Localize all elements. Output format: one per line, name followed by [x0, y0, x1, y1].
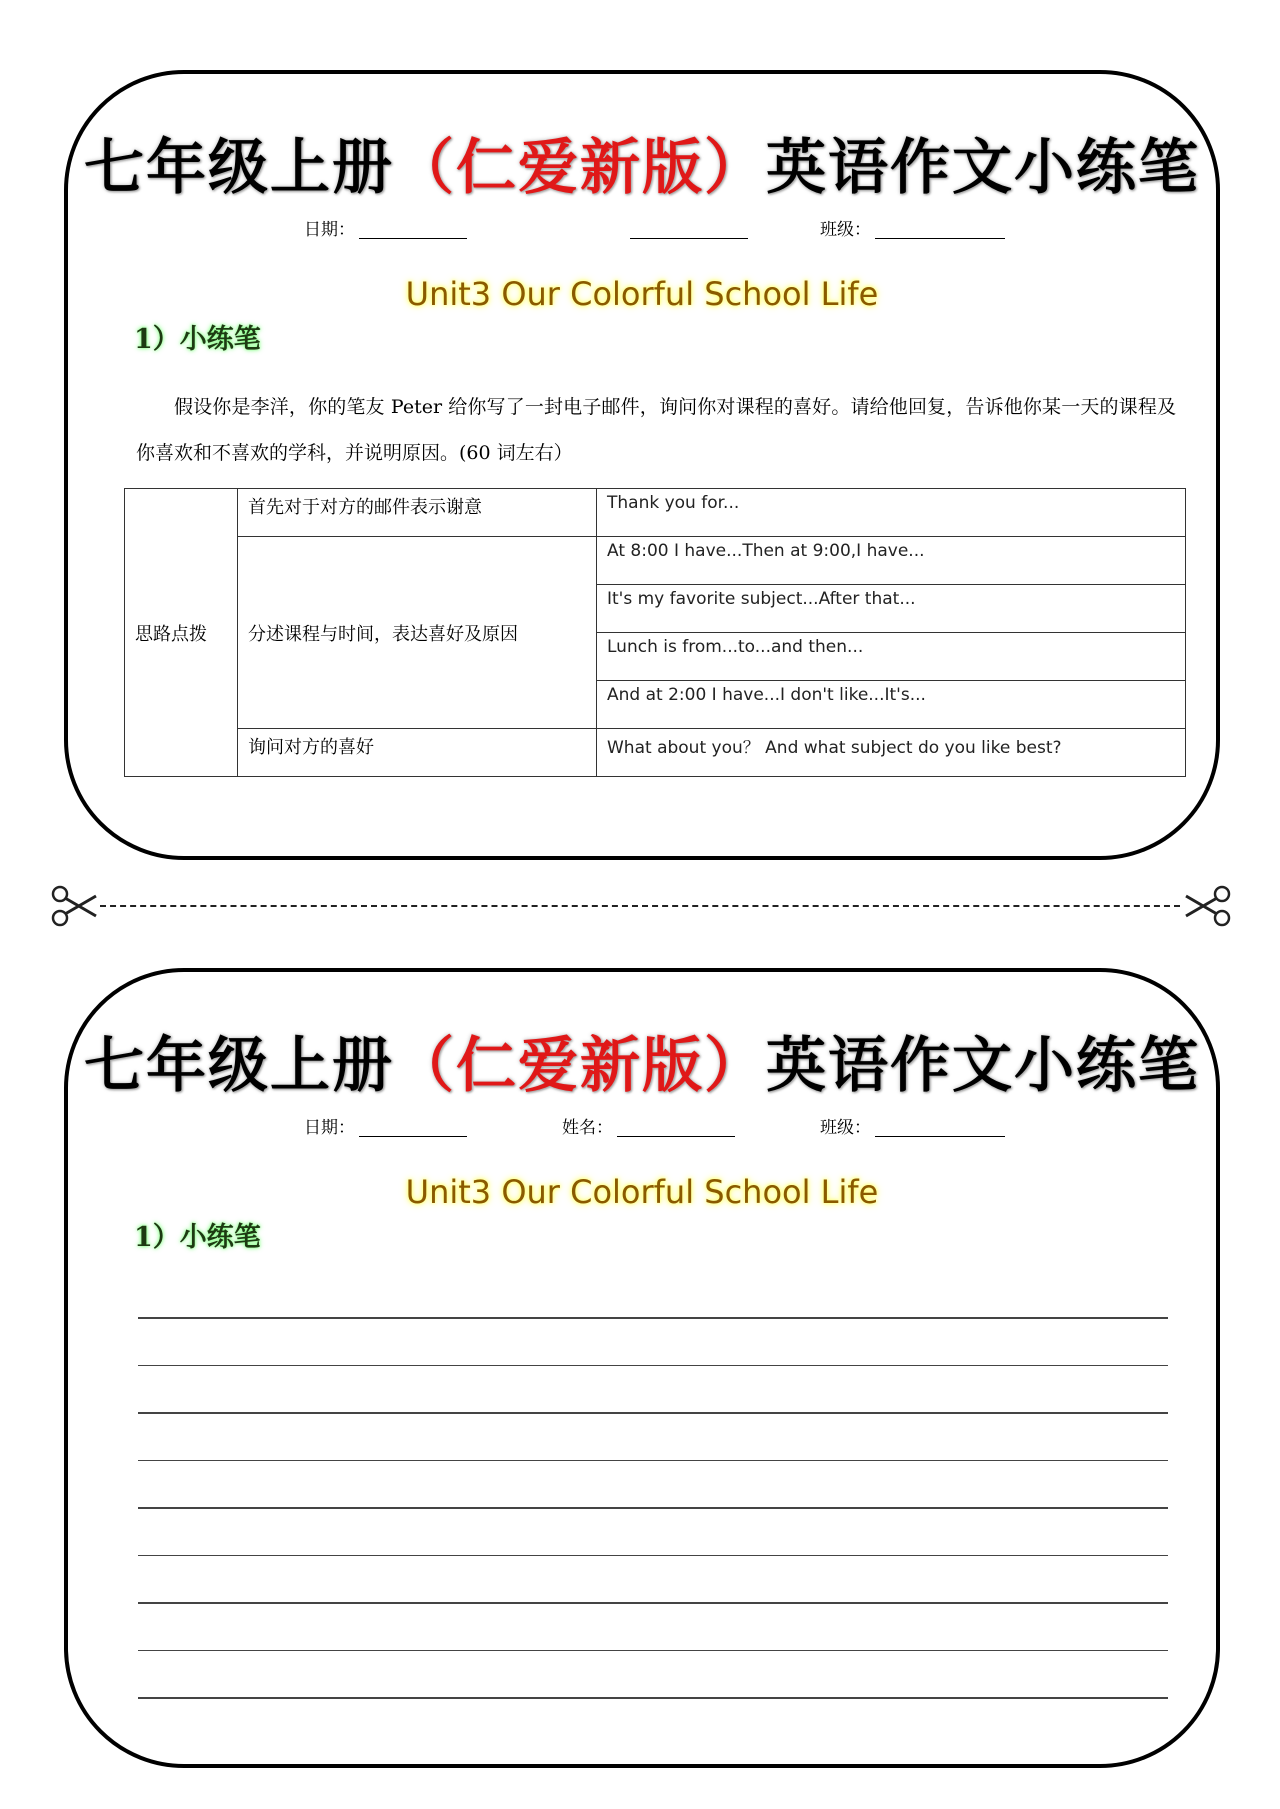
- title-text-post: 英语作文小练笔: [766, 133, 1200, 203]
- name-field[interactable]: [562, 1116, 735, 1140]
- date-field[interactable]: [304, 218, 467, 242]
- card-title: [68, 1026, 1216, 1106]
- cut-line: [100, 905, 1180, 907]
- table-row: [125, 729, 1186, 777]
- step-cell: 首先对于对方的邮件表示谢意: [238, 489, 597, 537]
- class-line: [875, 1136, 1005, 1137]
- table-row: [125, 489, 1186, 537]
- section-label: 1）小练笔: [134, 1222, 261, 1253]
- date-line: [359, 238, 467, 239]
- hint-cell: And at 2:00 I have...I don't like...It's...: [597, 681, 1186, 729]
- table-row: [125, 537, 1186, 585]
- hint-cell: It's my favorite subject...After that...: [597, 585, 1186, 633]
- date-label: 日期：: [304, 1118, 355, 1138]
- class-label: 班级：: [820, 220, 871, 240]
- writing-area[interactable]: [138, 1317, 1168, 1745]
- scissors-icon: [50, 884, 98, 928]
- title-text-pre: 七年级上册: [84, 1031, 394, 1101]
- title-text-red: （仁爱新版）: [394, 1031, 766, 1101]
- hint-cell: Thank you for...: [597, 489, 1186, 537]
- name-line: [630, 238, 748, 239]
- date-field[interactable]: [304, 1116, 467, 1140]
- class-label: 班级：: [820, 1118, 871, 1138]
- class-line: [875, 238, 1005, 239]
- title-text-post: 英语作文小练笔: [766, 1031, 1200, 1101]
- hint-cell: What about you？ And what subject do you like best?: [597, 729, 1186, 777]
- step-cell: 询问对方的喜好: [238, 729, 597, 777]
- title-text-red: （仁爱新版）: [394, 133, 766, 203]
- class-field[interactable]: [820, 1116, 1005, 1140]
- date-label: 日期：: [304, 220, 355, 240]
- practice-card-bottom: [64, 968, 1220, 1768]
- row-header-cell: 思路点拨: [125, 489, 238, 777]
- card-title: [68, 128, 1216, 208]
- title-text-pre: 七年级上册: [84, 133, 394, 203]
- scissors-icon: [1184, 884, 1232, 928]
- practice-card-top: [64, 70, 1220, 860]
- writing-line: [138, 1650, 1168, 1652]
- name-line: [617, 1136, 735, 1137]
- writing-line: [138, 1697, 1168, 1699]
- writing-line: [138, 1507, 1168, 1509]
- unit-title: Unit3 Our Colorful School Life: [405, 275, 879, 313]
- writing-line: [138, 1460, 1168, 1462]
- name-field[interactable]: [626, 218, 748, 242]
- writing-line: [138, 1365, 1168, 1367]
- step-cell: 分述课程与时间，表达喜好及原因: [238, 537, 597, 729]
- hint-cell: At 8:00 I have...Then at 9:00,I have...: [597, 537, 1186, 585]
- class-field[interactable]: [820, 218, 1005, 242]
- writing-line: [138, 1317, 1168, 1319]
- guide-table: [124, 488, 1186, 777]
- section-label: 1）小练笔: [134, 324, 261, 355]
- writing-prompt: 假设你是李洋，你的笔友 Peter 给你写了一封电子邮件，询问你对课程的喜好。请给他回复，告诉他你某一天的课程及你喜欢和不喜欢的学科，并说明原因。(60 词左右）: [136, 396, 1176, 464]
- unit-title: Unit3 Our Colorful School Life: [405, 1173, 879, 1211]
- writing-line: [138, 1412, 1168, 1414]
- date-line: [359, 1136, 467, 1137]
- hint-cell: Lunch is from...to...and then...: [597, 633, 1186, 681]
- name-label: 姓名：: [562, 1118, 613, 1138]
- writing-line: [138, 1555, 1168, 1557]
- writing-line: [138, 1602, 1168, 1604]
